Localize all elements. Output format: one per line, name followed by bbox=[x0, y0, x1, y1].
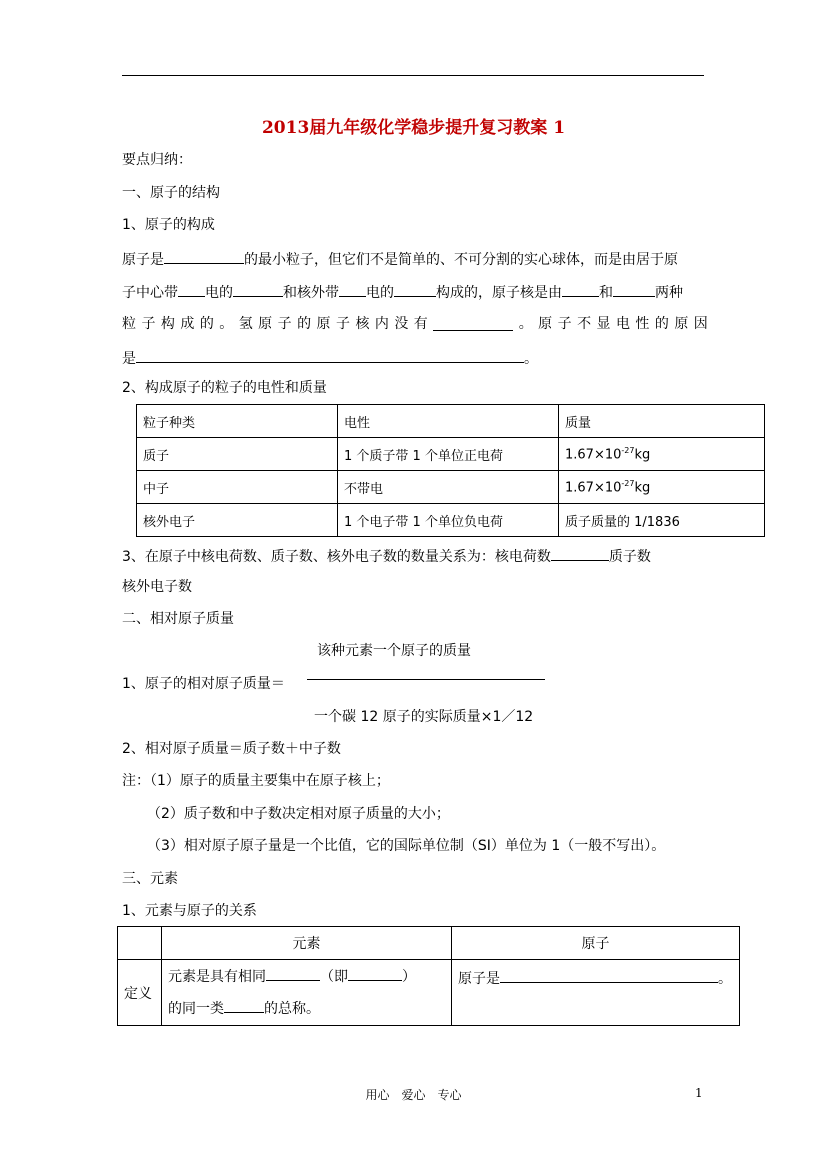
blank bbox=[164, 248, 244, 264]
subheading-3-1: 1、元素与原子的关系 bbox=[122, 903, 257, 919]
element-atom-table bbox=[117, 926, 740, 1026]
table-row: 中子 不带电 $1.67\times 10^{-27}kg$ bbox=[137, 471, 765, 504]
note-line: （2）质子数和中子数决定相对原子质量的大小； bbox=[147, 806, 450, 822]
particle-table bbox=[136, 404, 765, 537]
page-number: 1 bbox=[695, 1086, 703, 1100]
blank bbox=[178, 281, 205, 297]
blank bbox=[433, 315, 513, 331]
blank bbox=[551, 545, 609, 561]
table-header-row: 粒子种类 电性 质量 bbox=[137, 405, 765, 438]
paragraph-line: 原子是 的最小粒子，但它们不是简单的、不可分割的实心球体，而是由居于原 bbox=[122, 248, 678, 269]
subheading-1-1: 1、原子的构成 bbox=[122, 217, 215, 233]
blank bbox=[562, 281, 599, 297]
fraction-bar bbox=[307, 679, 545, 680]
subheading-1-2: 2、构成原子的粒子的电性和质量 bbox=[122, 380, 327, 396]
paragraph-line: 是 。 bbox=[122, 347, 538, 368]
document-title: 2013届九年级化学稳步提升复习教案 1 bbox=[261, 118, 566, 138]
paragraph-line: 子中心带 电的 和核外带 电的 构成的，原子核是由 和 两种 bbox=[122, 281, 683, 302]
blank bbox=[394, 281, 436, 297]
table-row: 核外电子 1 个电子带 1 个单位负电荷 质子质量的 1/1836 bbox=[137, 504, 765, 537]
paragraph-line-justified: 粒 子 构 成 的 。 氢 原 子 的 原 子 核 内 没 有 。 原 子 不 显 电 性 的 原 因 bbox=[122, 316, 708, 332]
note-line: （3）相对原子原子量是一个比值，它的国际单位制（SI）单位为 1（一般不写出）。 bbox=[147, 838, 666, 854]
blank bbox=[613, 281, 655, 297]
header-rule bbox=[122, 75, 704, 76]
section-heading-2: 二、相对原子质量 bbox=[122, 611, 234, 627]
paragraph-line: 3、在原子中核电荷数、质子数、核外电子数的数量关系为：核电荷数 质子数 bbox=[122, 545, 651, 566]
table-row: 质子 1 个质子带 1 个单位正电荷 $1.67\times 10^{-27}kg$ bbox=[137, 438, 765, 471]
note-line: 注：（1）原子的质量主要集中在原子核上； bbox=[122, 773, 390, 789]
table-header-row: 元素 原子 bbox=[118, 927, 740, 960]
formula-denominator: 一个碳 12 原子的实际质量×1／12 bbox=[314, 709, 534, 725]
blank bbox=[136, 347, 524, 363]
formula-numerator: 该种元素一个原子的质量 bbox=[317, 643, 471, 659]
intro-label: 要点归纳： bbox=[122, 152, 192, 168]
table-row: 定义 元素是具有相同 （即 ） 的同一类 的总称。 原子是 。 bbox=[118, 960, 740, 1026]
paragraph-line: 核外电子数 bbox=[122, 579, 192, 595]
section-heading-1: 一、原子的结构 bbox=[122, 185, 220, 201]
page-footer: 用心 爱心 专心 bbox=[365, 1088, 462, 1102]
section-heading-3: 三、元素 bbox=[122, 871, 178, 887]
paragraph-line: 2、相对原子质量＝质子数＋中子数 bbox=[122, 741, 341, 757]
blank bbox=[339, 281, 366, 297]
formula-lhs: 1、原子的相对原子质量＝ bbox=[122, 676, 285, 692]
blank bbox=[233, 281, 283, 297]
